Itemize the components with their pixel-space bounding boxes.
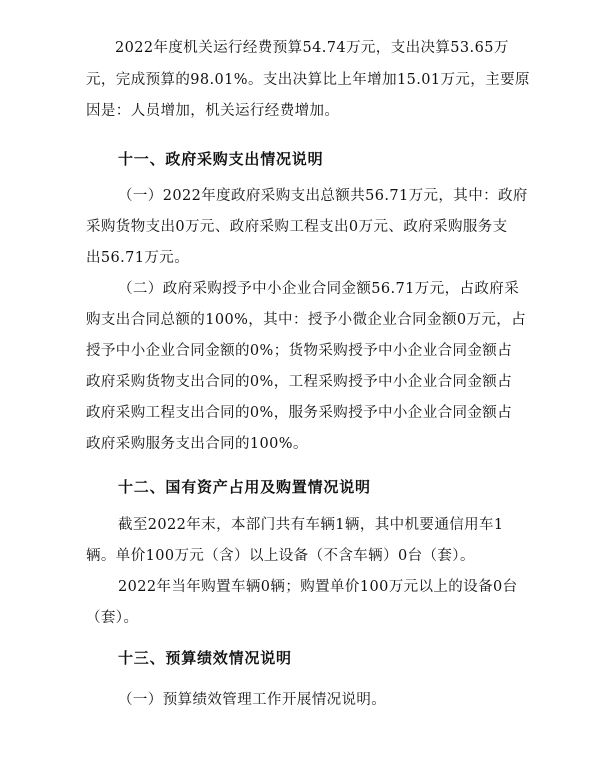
procurement-para2-line-3: 授予中小企业合同金额的0%；货物采购授予中小企业合同金额占: [86, 343, 513, 359]
procurement-para1-line-3: 出56.71万元。: [86, 250, 190, 266]
section-heading-performance: 十三、预算绩效情况说明: [118, 649, 292, 667]
procurement-para1-line-1: （一）2022年度政府采购支出总额共56.71万元，其中：政府: [118, 188, 528, 204]
performance-para1-line-1: （一）预算绩效管理工作开展情况说明。: [118, 692, 387, 708]
section-heading-procurement: 十一、政府采购支出情况说明: [118, 150, 324, 168]
assets-para1-line-2: 辆。单价100万元（含）以上设备（不含车辆）0台（套）。: [86, 548, 475, 564]
assets-para1-line-1: 截至2022年末，本部门共有车辆1辆，其中机要通信用车1: [118, 517, 504, 533]
section-heading-assets: 十二、国有资产占用及购置情况说明: [118, 478, 371, 496]
intro-line-2: 元，完成预算的98.01%。支出决算比上年增加15.01万元，主要原: [86, 72, 530, 88]
procurement-para2-line-6: 政府采购服务支出合同的100%。: [86, 436, 308, 452]
assets-para2-line-2: （套）。: [86, 610, 139, 626]
intro-line-1: 2022年度机关运行经费预算54.74万元，支出决算53.65万: [115, 40, 509, 56]
assets-para2-line-1: 2022年当年购置车辆0辆；购置单价100万元以上的设备0台: [118, 579, 518, 595]
procurement-para1-line-2: 采购货物支出0万元、政府采购工程支出0万元、政府采购服务支: [86, 219, 508, 235]
procurement-para2-line-4: 政府采购货物支出合同的0%，工程采购授予中小企业合同金额占: [86, 374, 513, 390]
procurement-para2-line-2: 购支出合同总额的100%，其中：授予小微企业合同金额0万元，占: [86, 312, 527, 328]
procurement-para2-line-5: 政府采购工程支出合同的0%，服务采购授予中小企业合同金额占: [86, 405, 513, 421]
intro-line-3: 因是：人员增加，机关运行经费增加。: [86, 103, 340, 119]
procurement-para2-line-1: （二）政府采购授予中小企业合同金额56.71万元，占政府采: [118, 281, 520, 297]
